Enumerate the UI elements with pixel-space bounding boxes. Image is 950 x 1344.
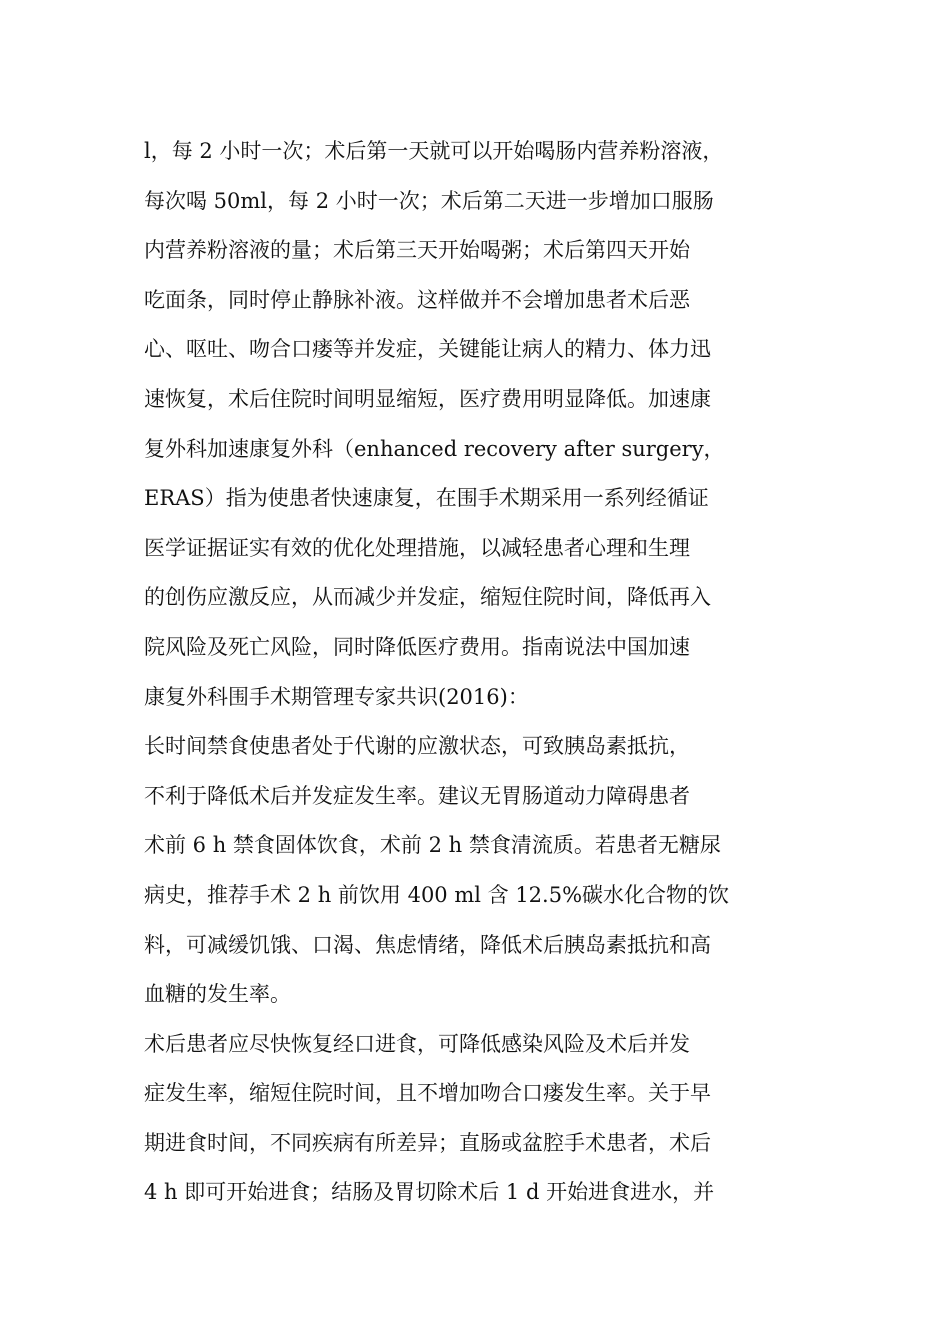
text-line: 内营养粉溶液的量；术后第三天开始喝粥；术后第四天开始	[144, 238, 690, 263]
text-line: ERAS）指为使患者快速康复，在围手术期采用一系列经循证	[144, 486, 709, 511]
text-line: 期进食时间，不同疾病有所差异；直肠或盆腔手术患者，术后	[144, 1130, 711, 1155]
text-line: 复外科加速康复外科（enhanced recovery after surgery，	[144, 436, 725, 461]
text-line: 每次喝 50ml，每 2 小时一次；术后第二天进一步增加口服肠	[144, 188, 714, 213]
text-line: 料，可减缓饥饿、口渴、焦虑情绪，降低术后胰岛素抵抗和高	[144, 932, 711, 957]
text-line: 不利于降低术后并发症发生率。建议无胃肠道动力障碍患者	[144, 783, 690, 808]
text-line: 术后患者应尽快恢复经口进食，可降低感染风险及术后并发	[144, 1031, 690, 1056]
text-line: 康复外科围手术期管理专家共识(2016)：	[144, 684, 529, 709]
text-line: 术前 6 h 禁食固体饮食，术前 2 h 禁食清流质。若患者无糖尿	[144, 833, 721, 858]
body-text	[144, 127, 814, 1218]
text-line: 吃面条，同时停止静脉补液。这样做并不会增加患者术后恶	[144, 287, 690, 312]
text-line: 医学证据证实有效的优化处理措施，以减轻患者心理和生理	[144, 535, 690, 560]
text-line: 4 h 即可开始进食；结肠及胃切除术后 1 d 开始进食进水，并	[144, 1180, 715, 1205]
text-line: 的创伤应激反应，从而减少并发症，缩短住院时间，降低再入	[144, 585, 711, 610]
text-line: 院风险及死亡风险，同时降低医疗费用。指南说法中国加速	[144, 634, 690, 659]
text-line: 速恢复，术后住院时间明显缩短，医疗费用明显降低。加速康	[144, 386, 711, 411]
text-line: 病史，推荐手术 2 h 前饮用 400 ml 含 12.5%碳水化合物的饮	[144, 882, 730, 907]
text-line: 长时间禁食使患者处于代谢的应激状态，可致胰岛素抵抗，	[144, 734, 690, 759]
text-line: 症发生率，缩短住院时间，且不增加吻合口瘘发生率。关于早	[144, 1081, 711, 1106]
text-line: 心、呕吐、吻合口瘘等并发症，关键能让病人的精力、体力迅	[144, 337, 711, 362]
text-line: l，每 2 小时一次；术后第一天就可以开始喝肠内营养粉溶液，	[144, 139, 724, 163]
text-line: 血糖的发生率。	[144, 982, 291, 1007]
